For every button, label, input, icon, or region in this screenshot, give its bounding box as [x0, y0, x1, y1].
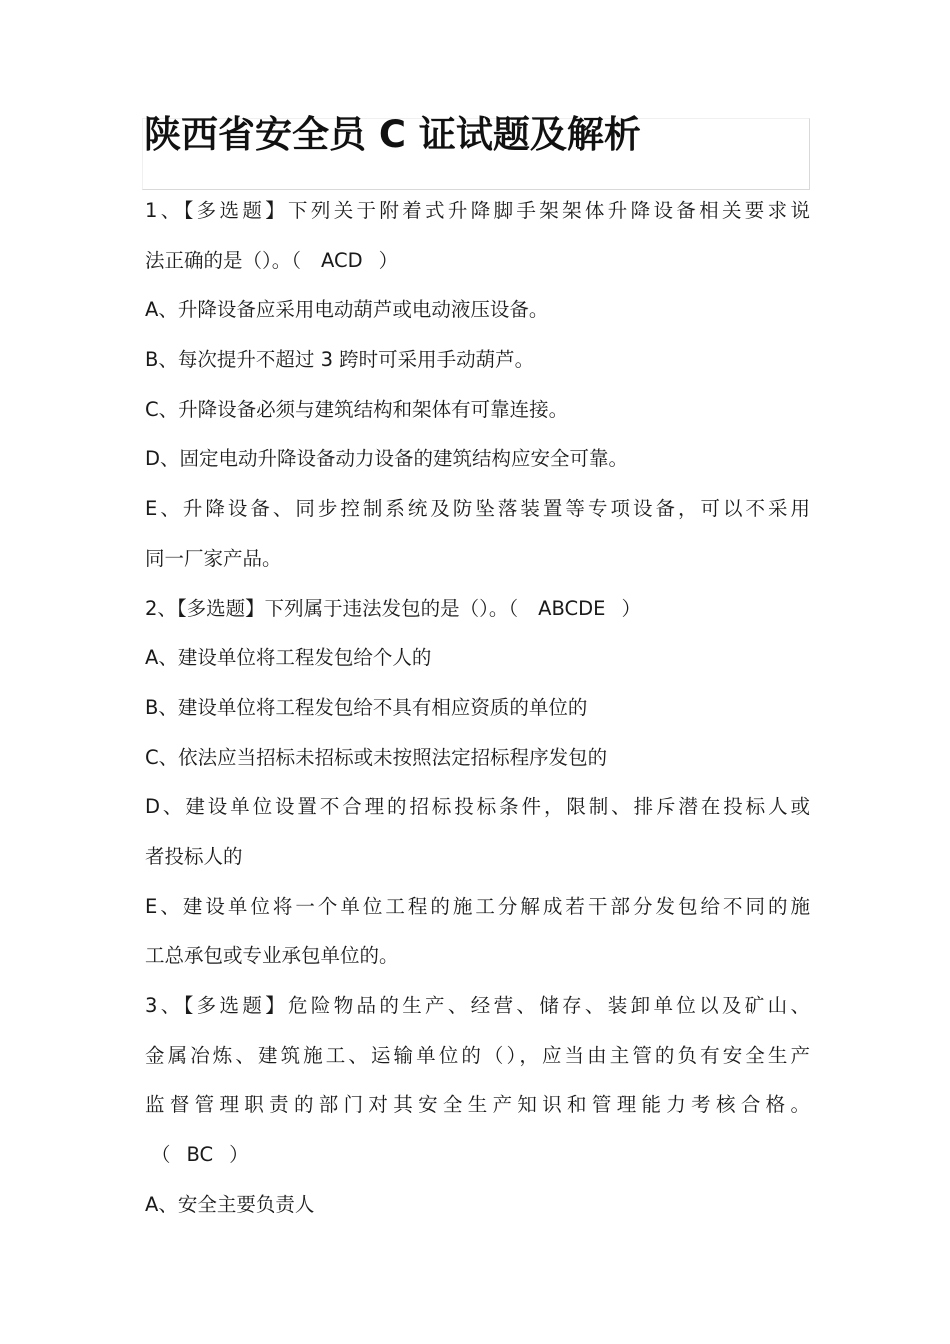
question-3-stem-line-3: 监督管理职责的部门对其安全生产知识和管理能力考核合格。 [145, 1093, 810, 1117]
question-2-option-a: A、建设单位将工程发包给个人的 [145, 646, 432, 670]
question-1-option-a: A、升降设备应采用电动葫芦或电动液压设备。 [145, 298, 549, 322]
question-2-option-c: C、依法应当招标未招标或未按照法定招标程序发包的 [145, 745, 608, 769]
question-2-option-e-line-1: E、建设单位将一个单位工程的施工分解成若干部分发包给不同的施 [145, 894, 810, 918]
question-1-stem-line-1: 1、【多选题】下列关于附着式升降脚手架架体升降设备相关要求说 [145, 199, 810, 222]
question-2-close-paren: ） [621, 596, 642, 620]
question-list [145, 186, 810, 1229]
question-1-stem-line-2 [145, 236, 810, 286]
question-2-answer: ABCDE [538, 596, 606, 620]
document-title: 陕西省安全员 C 证试题及解析 [144, 113, 641, 156]
question-1-option-d: D、固定电动升降设备动力设备的建筑结构应安全可靠。 [145, 447, 629, 471]
question-2-option-b: B、建设单位将工程发包给不具有相应资质的单位的 [145, 695, 588, 719]
question-1-close-paren: ） [378, 248, 399, 272]
question-2-option-d-line-1: D、建设单位设置不合理的招标投标条件，限制、排斥潜在投标人或 [145, 795, 810, 819]
question-3-open-paren: （ [151, 1143, 171, 1167]
question-1-option-e-line-2: 同一厂家产品。 [145, 546, 282, 570]
question-2-stem-text: 2、【多选题】下列属于违法发包的是（）。（ [145, 596, 519, 620]
question-3-answer: BC [186, 1143, 214, 1167]
question-2-option-d-line-2: 者投标人的 [145, 844, 243, 868]
question-3-option-a: A、安全主要负责人 [145, 1192, 315, 1216]
question-2-option-e-line-2: 工总承包或专业承包单位的。 [145, 944, 399, 968]
question-1-option-e-line-1: E、升降设备、同步控制系统及防坠落装置等专项设备，可以不采用 [145, 497, 810, 521]
question-1-stem-text: 法正确的是（）。（ [145, 248, 302, 272]
question-3-close-paren: ） [229, 1143, 249, 1167]
question-1-option-b: B、每次提升不超过 3 跨时可采用手动葫芦。 [145, 348, 535, 372]
question-1-answer: ACD [321, 248, 363, 272]
question-3-stem-line-2: 金属冶炼、建筑施工、运输单位的（），应当由主管的负有安全生产 [145, 1043, 810, 1067]
question-1-option-c: C、升降设备必须与建筑结构和架体有可靠连接。 [145, 397, 569, 421]
question-2-stem [145, 584, 810, 634]
question-3-answer-line [145, 1130, 810, 1180]
question-3-stem-line-1: 3、【多选题】危险物品的生产、经营、储存、装卸单位以及矿山、 [145, 994, 810, 1017]
